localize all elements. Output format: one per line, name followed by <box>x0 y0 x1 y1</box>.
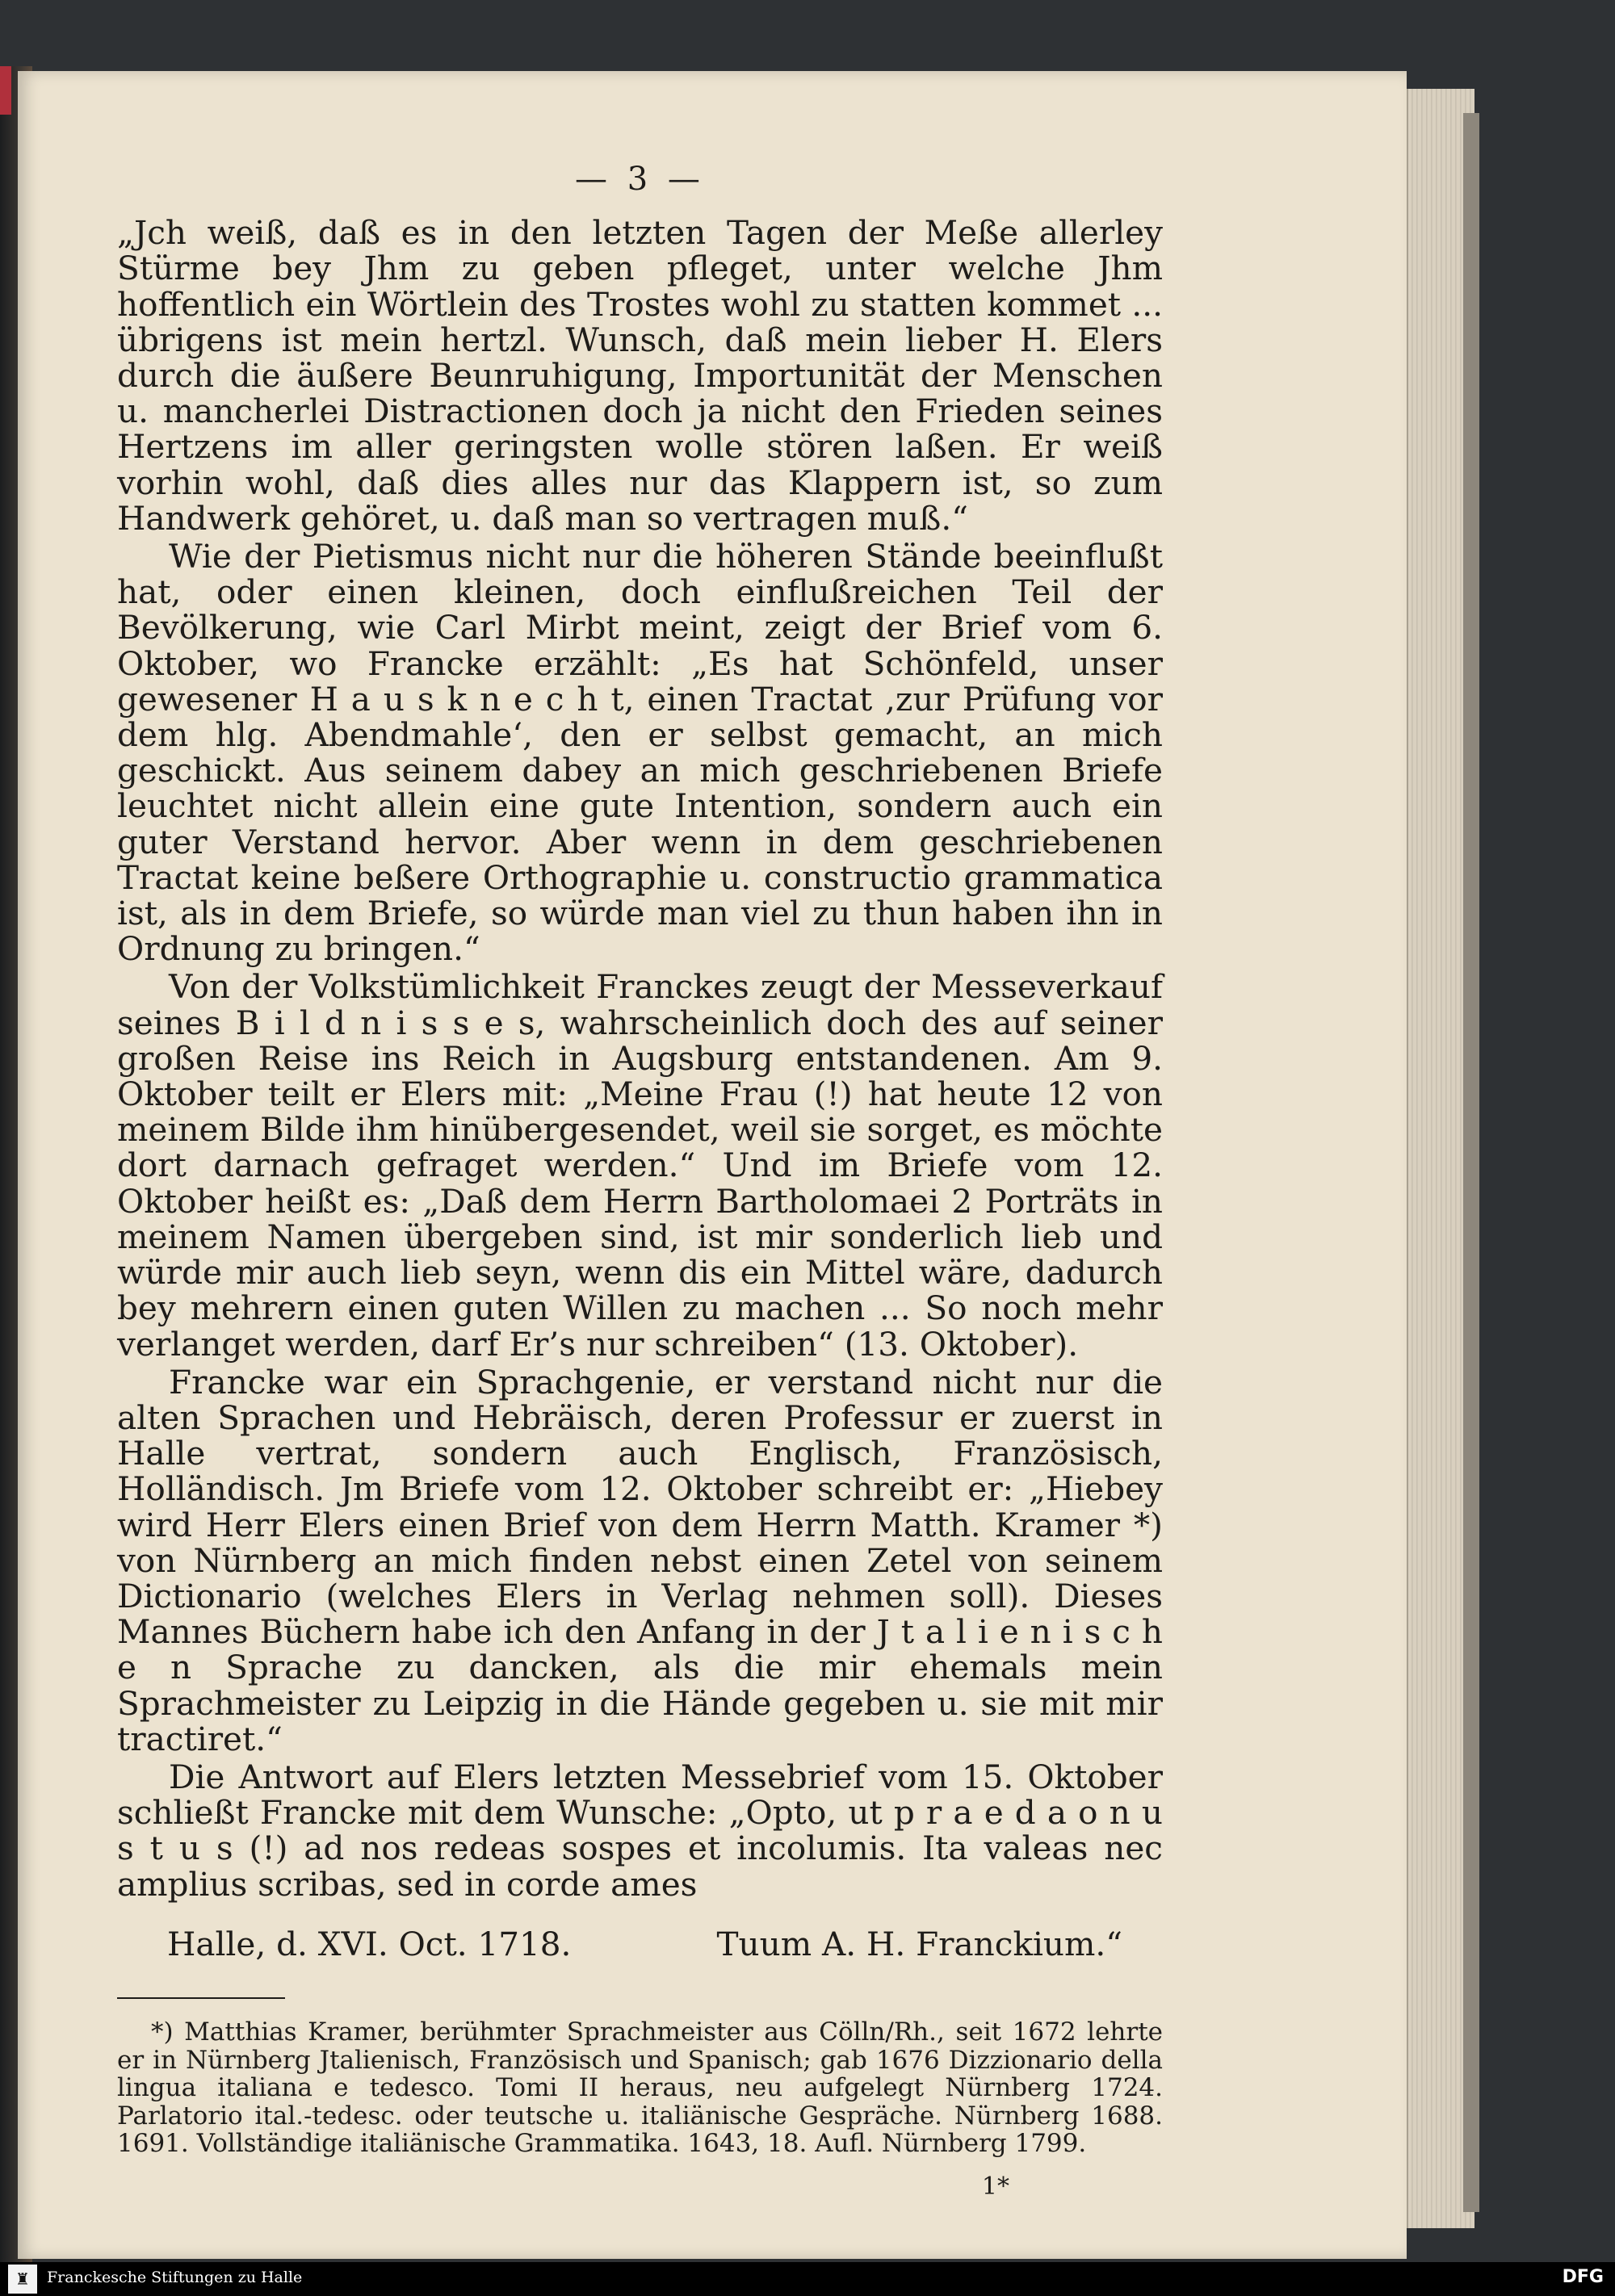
paragraph-4: Francke war ein Sprachgenie, er verstand nicht nur die alten Sprachen und Hebräisch, deren Professur er zuerst in Halle vertrat, sondern auch Englisch, Französisch, Holländisch. Jm Briefe vom 12. Oktober schreibt er: „Hiebey wird Herr Elers einen Brief von dem Herrn Matth. Kramer *) von Nürnberg an mich finden nebst einen Zetel von seinem Dictionario (welches Elers in Verlag nehmen soll). Dieses Mannes Büchern habe ich den Anfang in der J t a l i e n i s c h e n Sprache zu dancken, als die mir ehemals mein Sprachmeister zu Leipzig in die Hände gegeben u. sie mit mir tractiret.“ <box>117 1362 1163 1758</box>
institution-logo-icon: ♜ <box>8 2265 37 2294</box>
letter-closing <box>117 1926 1163 1962</box>
institution-name: Franckesche Stiftungen zu Halle <box>47 2269 303 2286</box>
paragraph-5: Die Antwort auf Elers letzten Messebrief vom 15. Oktober schließt Francke mit dem Wunsche: „Opto, ut p r a e d a o n u s t u s (!) ad nos redeas sospes et incolumis. Ita valeas nec amplius scribas, sed in corde ames <box>117 1757 1163 1904</box>
footnote-rule <box>117 1997 285 1999</box>
dfg-logo: DFG <box>1562 2267 1604 2287</box>
closing-signature: Tuum A. H. Franckium.“ <box>716 1924 1122 1963</box>
cover-red-ribbon <box>0 66 11 115</box>
closing-place-date: Halle, d. XVI. Oct. 1718. <box>167 1924 572 1963</box>
viewer-footer-bar <box>0 2262 1615 2296</box>
page-number: — 3 — <box>575 161 705 198</box>
back-cover-edge <box>1463 113 1479 2212</box>
signature-mark: 1* <box>981 2172 1009 2201</box>
paragraph-2: Wie der Pietismus nicht nur die höheren Stände beeinflußt hat, oder einen kleinen, doch einflußreichen Teil der Bevölkerung, wie Carl Mirbt meint, zeigt der Brief vom 6. Oktober, wo Francke erzählt: „Es hat Schönfeld, unser gewesener H a u s k n e c h t, einen Tractat ,zur Prüfung vor dem hlg. Abendmahle‘, den er selbst gemacht, an mich geschickt. Aus seinem dabey an mich geschriebenen Briefe leuchtet nicht allein eine gute Intention, sondern auch ein guter Verstand hervor. Aber wenn in dem geschriebenen Tractat keine beßere Orthographie u. constructio grammatica ist, als in dem Briefe, so würde man viel zu thun haben ihn in Ordnung zu bringen.“ <box>117 537 1163 969</box>
page-text-block <box>117 161 1163 2205</box>
paragraph-3: Von der Volkstümlichkeit Franckes zeugt der Messeverkauf seines B i l d n i s s e s, wahrscheinlich doch des auf seiner großen Reise ins Reich in Augsburg entstandenen. Am 9. Oktober teilt er Elers mit: „Meine Frau (!) hat heute 12 von meinem Bilde ihm hinübergesendet, weil sie sorget, es möchte dort darnach gefraget werden.“ Und im Briefe vom 12. Oktober heißt es: „Daß dem Herrn Bartholomaei 2 Porträts in meinem Namen übergeben sind, ist mir sonderlich lieb und würde mir auch lieb seyn, wenn dis ein Mittel wäre, dadurch bey mehrern einen guten Willen zu machen ... So noch mehr verlanget werden, darf Er’s nur schreiben“ (13. Oktober). <box>117 967 1163 1364</box>
paragraph-1: „Jch weiß, daß es in den letzten Tagen der Meße allerley Stürme bey Jhm zu geben pfleget, unter welche Jhm hoffentlich ein Wörtlein des Trostes wohl zu statten kommet ... übrigens ist mein hertzl. Wunsch, daß mein lieber H. Elers durch die äußere Beunruhigung, Importunität der Menschen u. mancherlei Distractionen doch ja nicht den Frieden seines Hertzens im aller geringsten wolle stören laßen. Er weiß vorhin wohl, daß dies alles nur das Klappern ist, so zum Handwerk gehöret, u. daß man so vertragen muß.“ <box>117 213 1163 538</box>
footnote: *) Matthias Kramer, berühmter Sprachmeister aus Cölln/Rh., seit 1672 lehrte er in Nürnberg Jtalienisch, Französisch und Spanisch; gab 1676 Dizzionario della lingua italiana e tedesco. Tomi II heraus, neu aufgelegt Nürnberg 1724. Parlatorio ital.-tedesc. oder teutsche u. italiänische Gespräche. Nürnberg 1688. 1691. Vollständige italiänische Grammatika. 1643, 18. Aufl. Nürnberg 1799. <box>117 2017 1163 2159</box>
